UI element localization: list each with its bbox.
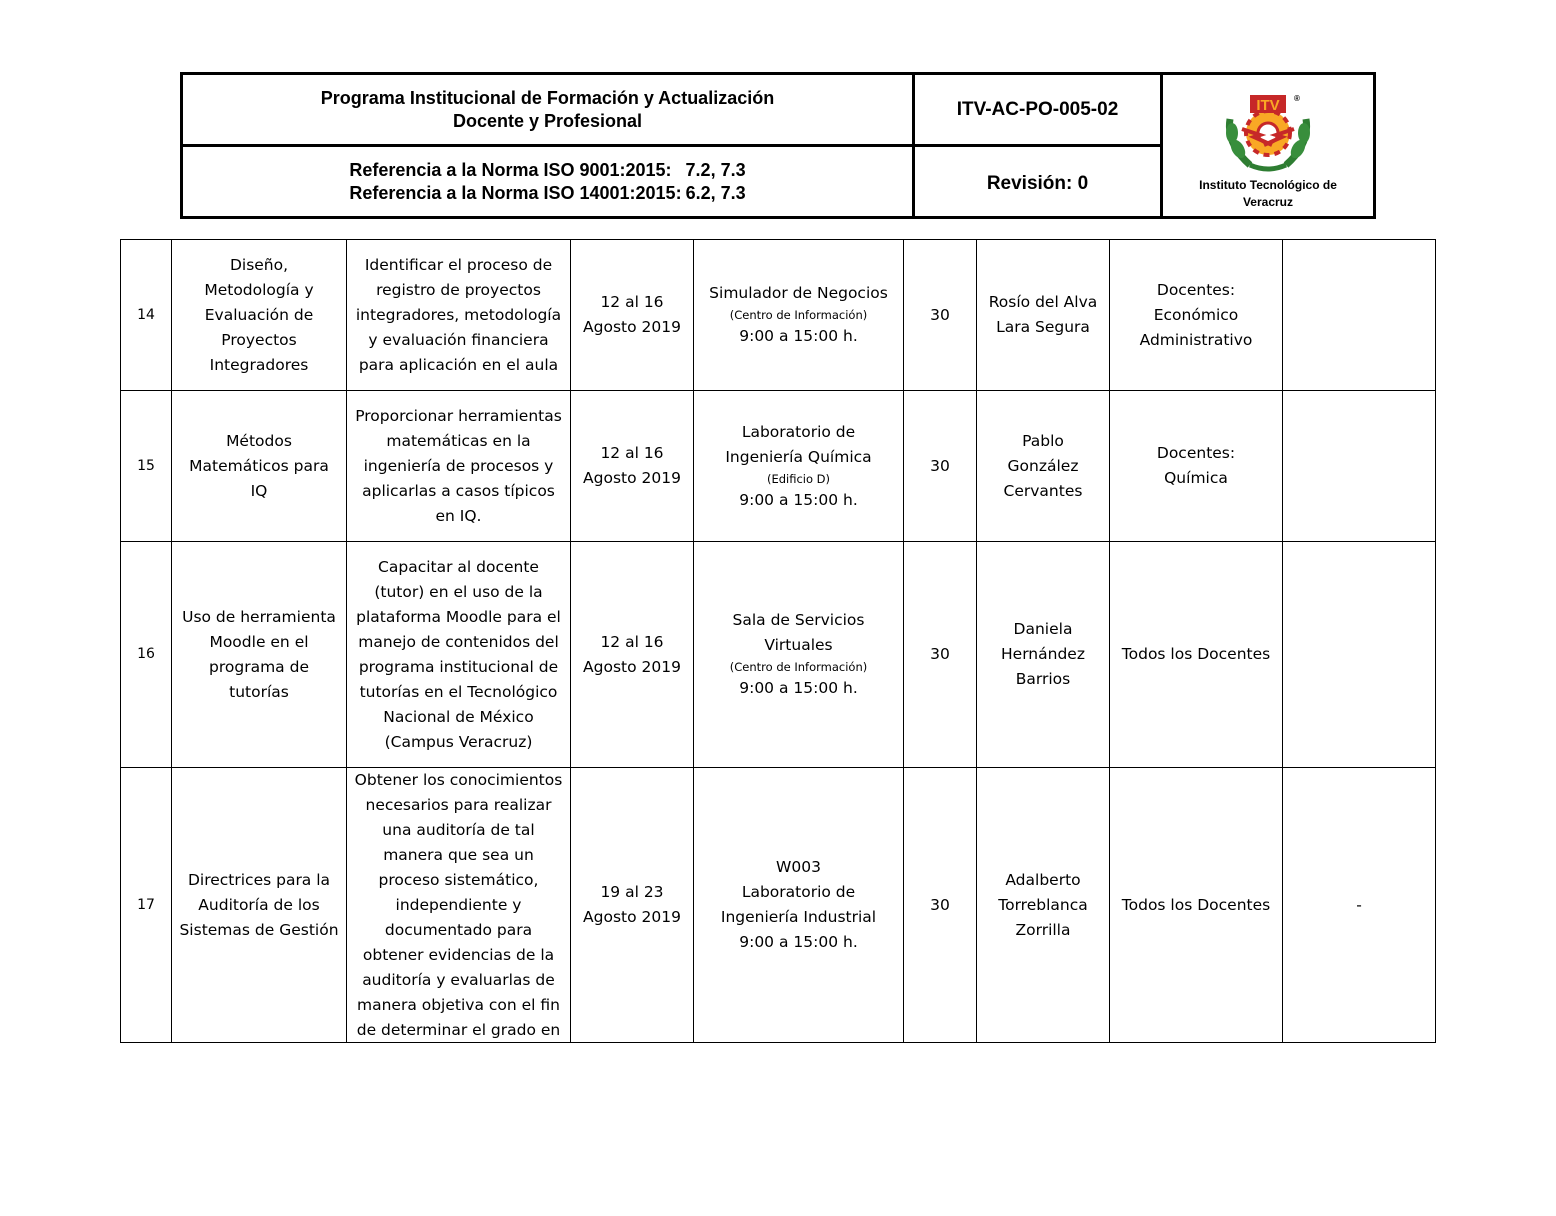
course-objective-line: matemáticas en la <box>386 431 531 450</box>
course-extra: - <box>1283 768 1436 1043</box>
course-objective-line: registro de proyectos <box>376 280 541 299</box>
iso-9001-value: 7.2, 7.3 <box>685 159 746 180</box>
course-objective-line: necesarios para realizar <box>365 796 552 814</box>
course-objective-line: integradores, metodología <box>355 305 562 324</box>
course-number: 15 <box>121 391 172 542</box>
course-dates-line: 19 al 23 <box>600 883 664 901</box>
course-schedule: 9:00 a 15:00 h. <box>739 327 858 345</box>
course-audience <box>1110 542 1283 768</box>
program-title-line-1: Programa Institucional de Formación y Actualización <box>320 87 775 108</box>
course-dates <box>571 391 694 542</box>
course-place <box>694 391 904 542</box>
course-objective-line: Nacional de México <box>383 707 534 726</box>
course-place-line: Simulador de Negocios <box>709 284 888 302</box>
course-place-line: Laboratorio de <box>741 883 856 901</box>
course-place <box>694 768 904 1043</box>
course-instructor-line: Cervantes <box>1003 481 1083 500</box>
course-audience-line: Química <box>1164 469 1228 487</box>
course-name-line: Moodle en el <box>209 632 309 651</box>
course-instructor-line: Rosío del Alva <box>988 293 1098 311</box>
course-instructor-line: Hernández <box>1001 645 1085 663</box>
course-place-line: Laboratorio de <box>741 422 856 441</box>
course-instructor-line: Adalberto <box>1005 870 1081 889</box>
course-objective-line: una auditoría de tal <box>382 821 535 839</box>
course-place-line: Virtuales <box>764 636 833 654</box>
course-audience <box>1110 768 1283 1043</box>
course-dates-line: 12 al 16 <box>600 632 664 651</box>
institution-name-line-1: Instituto Tecnológico de <box>1199 178 1337 192</box>
course-dates-line: Agosto 2019 <box>583 908 681 926</box>
course-objective-line: programa institucional de <box>358 657 559 676</box>
course-name-line: Diseño, <box>229 255 289 274</box>
course-objective-line: en IQ. <box>435 506 482 525</box>
course-instructor <box>977 542 1110 768</box>
iso-14001-label: Referencia a la Norma ISO 14001:2015: <box>349 182 682 203</box>
course-place-line: Ingeniería Industrial <box>720 908 877 926</box>
course-audience-line: Docentes: <box>1156 280 1236 299</box>
course-name-line: tutorías <box>229 682 289 701</box>
institution-name-line-2: Veracruz <box>1242 195 1294 209</box>
course-objective-line: y evaluación financiera <box>368 330 549 349</box>
course-number: 17 <box>121 768 172 1043</box>
course-objective-line: aplicarlas a casos típicos <box>362 481 555 500</box>
course-name-line: Proyectos <box>221 330 297 349</box>
course-extra <box>1283 542 1436 768</box>
program-title <box>183 75 915 147</box>
course-objective-line: obtener evidencias de la <box>362 946 555 964</box>
course-schedule: 9:00 a 15:00 h. <box>739 679 858 697</box>
course-audience-line: Todos los Docentes <box>1121 645 1271 663</box>
course-objective <box>347 240 571 391</box>
course-audience <box>1110 391 1283 542</box>
course-audience-line: Todos los Docentes <box>1121 895 1271 914</box>
program-title-line-2: Docente y Profesional <box>452 110 643 131</box>
institution-logo-block <box>1163 75 1373 216</box>
place-note: (Centro de Información) <box>729 308 868 322</box>
course-name-line: Evaluación de <box>204 305 314 324</box>
course-audience <box>1110 240 1283 391</box>
course-name-line: Métodos <box>226 431 292 450</box>
institution-name <box>1199 177 1337 211</box>
course-objective-line: (tutor) en el uso de la <box>374 582 543 601</box>
course-instructor-line: Zorrilla <box>1015 920 1071 939</box>
course-objective-line: plataforma Moodle para el <box>356 607 561 626</box>
course-name <box>172 768 347 1043</box>
course-name-line: IQ <box>250 481 268 500</box>
course-objective <box>347 391 571 542</box>
course-objective-line: Obtener los conocimientos <box>354 771 563 789</box>
course-objective-line: manera que sea un <box>383 846 534 864</box>
norm-references <box>183 147 915 216</box>
course-schedule: 9:00 a 15:00 h. <box>739 490 858 509</box>
course-dates-line: 12 al 16 <box>600 293 664 311</box>
course-objective-line: manejo de contenidos del <box>358 632 559 651</box>
courses-table-body <box>121 240 1436 1043</box>
course-hours: 30 <box>904 391 977 542</box>
course-name-line: Matemáticos para <box>189 456 329 475</box>
table-row <box>121 240 1436 391</box>
table-row <box>121 542 1436 768</box>
course-audience-line: Docentes: <box>1156 444 1236 462</box>
objective-wrapper <box>353 768 564 1040</box>
course-number: 16 <box>121 542 172 768</box>
table-row <box>121 391 1436 542</box>
course-name-line: Metodología y <box>204 280 314 299</box>
course-name-line: Directrices para la <box>187 870 331 889</box>
course-objective-line: ingeniería de procesos y <box>363 456 554 475</box>
course-objective-line: Identificar el proceso de <box>364 255 553 274</box>
course-name-line: Auditoría de los <box>198 895 320 914</box>
course-objective-line: (Campus Veracruz) <box>384 732 533 751</box>
course-objective-line: proceso sistemático, <box>378 871 539 889</box>
course-name-line: Sistemas de Gestión <box>179 920 339 939</box>
course-instructor <box>977 240 1110 391</box>
logo-text: ITV <box>1256 97 1280 114</box>
course-schedule: 9:00 a 15:00 h. <box>739 933 858 951</box>
course-name <box>172 391 347 542</box>
document-code: ITV-AC-PO-005-02 <box>915 75 1163 147</box>
course-objective-line: de determinar el grado en <box>356 1021 561 1039</box>
course-place <box>694 542 904 768</box>
course-instructor-line: Torreblanca <box>998 895 1088 914</box>
course-instructor-line: Pablo <box>1022 431 1064 450</box>
itv-logo-icon <box>1220 89 1316 173</box>
course-name-line: programa de <box>209 657 309 676</box>
course-dates <box>571 240 694 391</box>
iso-9001-reference <box>349 159 745 182</box>
course-dates-line: Agosto 2019 <box>583 469 681 487</box>
course-name <box>172 542 347 768</box>
table-row <box>121 768 1436 1043</box>
course-hours: 30 <box>904 240 977 391</box>
place-note: (Centro de Información) <box>729 660 868 674</box>
course-dates <box>571 542 694 768</box>
course-place-line: Sala de Servicios <box>732 611 865 629</box>
course-place-line: W003 <box>776 858 821 876</box>
iso-9001-label: Referencia a la Norma ISO 9001:2015: <box>349 159 672 180</box>
course-objective <box>347 542 571 768</box>
course-objective-line: auditoría y evaluarlas de <box>362 971 555 989</box>
course-hours: 30 <box>904 542 977 768</box>
course-objective-line: Capacitar al docente <box>378 557 539 576</box>
course-objective-line: para aplicación en el aula <box>358 355 559 374</box>
course-objective-line: manera objetiva con el fin <box>356 996 560 1014</box>
course-objective-line: independiente y <box>395 896 522 914</box>
course-extra <box>1283 391 1436 542</box>
course-instructor-line: Daniela <box>1013 620 1073 638</box>
course-place <box>694 240 904 391</box>
course-audience-line: Económico <box>1153 305 1239 324</box>
course-dates-line: Agosto 2019 <box>583 657 681 676</box>
course-name <box>172 240 347 391</box>
course-objective-line: Proporcionar herramientas <box>355 406 562 425</box>
course-place-line: Ingeniería Química <box>725 447 872 466</box>
course-name-line: Uso de herramienta <box>182 607 336 626</box>
place-note: (Edificio D) <box>766 471 831 486</box>
revision-number: Revisión: 0 <box>915 147 1163 216</box>
course-extra <box>1283 240 1436 391</box>
course-objective <box>347 768 571 1043</box>
course-audience-line: Administrativo <box>1139 330 1253 349</box>
course-objective-line: tutorías en el Tecnológico <box>359 682 558 701</box>
course-hours: 30 <box>904 768 977 1043</box>
course-name-line: Integradores <box>209 355 309 374</box>
course-dates-line: Agosto 2019 <box>583 318 681 336</box>
course-instructor-line: González <box>1007 456 1079 475</box>
course-instructor-line: Lara Segura <box>996 318 1090 336</box>
course-dates <box>571 768 694 1043</box>
courses-table <box>120 239 1436 1043</box>
iso-14001-reference <box>349 182 745 205</box>
document-header <box>180 72 1376 219</box>
course-number: 14 <box>121 240 172 391</box>
course-instructor <box>977 391 1110 542</box>
course-instructor-line: Barrios <box>1015 670 1071 688</box>
course-objective-line: documentado para <box>384 921 533 939</box>
iso-14001-value: 6.2, 7.3 <box>685 182 746 203</box>
registered-mark: ® <box>1294 94 1300 103</box>
course-instructor <box>977 768 1110 1043</box>
course-dates-line: 12 al 16 <box>600 444 664 462</box>
